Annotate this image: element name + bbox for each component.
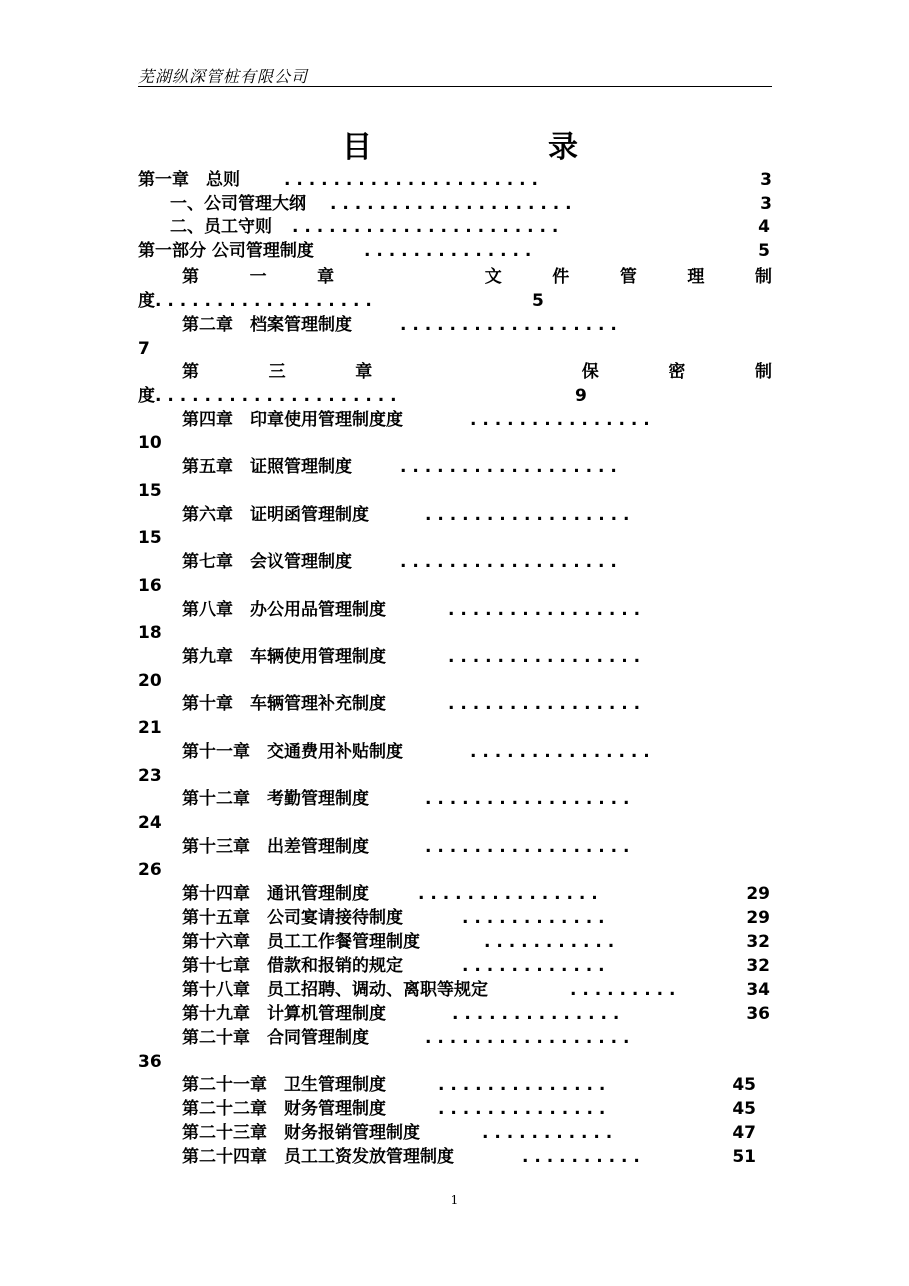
toc-entry-page: 7 <box>138 339 150 359</box>
toc-entry-page: 45 <box>732 1075 756 1095</box>
toc-title-char: 制 <box>754 362 772 382</box>
toc-entry-title[interactable]: 第七章 会议管理制度 <box>182 552 352 572</box>
toc-title-char: 录 <box>548 130 578 165</box>
toc-entry-dots: . . . . . . . . . . . . . . <box>452 1004 620 1024</box>
toc-entry-dots: . . . . . . . . . <box>570 980 676 1000</box>
toc-entry-page: 20 <box>138 671 162 691</box>
toc-entry-title[interactable]: 第十九章 计算机管理制度 <box>182 1004 386 1024</box>
toc-title-char: 理 <box>687 267 705 287</box>
toc-entry-page: 24 <box>138 813 162 833</box>
toc-title-char: 章 <box>317 267 335 287</box>
toc-entry-title[interactable]: 第十章 车辆管理补充制度 <box>182 694 386 714</box>
toc-entry-title[interactable]: 第十三章 出差管理制度 <box>182 837 369 857</box>
toc-entry-title[interactable]: 第十五章 公司宴请接待制度 <box>182 908 403 928</box>
toc-entry-dots: . . . . . . . . . . . . <box>462 908 605 928</box>
toc-entry-page: 51 <box>732 1147 756 1167</box>
toc-title-char: 第 <box>182 267 199 287</box>
toc-entry-page: 47 <box>732 1123 756 1143</box>
toc-title-char: 保 <box>581 362 599 382</box>
toc-entry-title-justified[interactable] <box>182 267 772 287</box>
toc-entry-dots: . . . . . . . . . . . . . . . . . <box>425 1028 630 1048</box>
toc-entry-title[interactable]: 第二章 档案管理制度 <box>182 315 352 335</box>
toc-entry-page: 15 <box>138 528 162 548</box>
toc-entry-dots: . . . . . . . . . . . . . . . . <box>448 600 641 620</box>
toc-entry-page: 21 <box>138 718 162 738</box>
toc-title-char: 管 <box>619 267 637 287</box>
toc-entry-title[interactable]: 第二十章 合同管理制度 <box>182 1028 369 1048</box>
toc-entry-title[interactable]: 第二十二章 财务管理制度 <box>182 1099 386 1119</box>
toc-entry-title[interactable]: 第十二章 考勤管理制度 <box>182 789 369 809</box>
toc-entry-dots: . . . . . . . . . . . <box>484 932 615 952</box>
toc-entry-dots: . . . . . . . . . . . . . . . . <box>448 647 641 667</box>
toc-entry-page: 3 <box>760 170 772 190</box>
toc-entry-page: 5 <box>758 241 770 261</box>
toc-entry-dots: . . . . . . . . . . . . . . . <box>470 410 650 430</box>
toc-entry-page: 29 <box>746 884 770 904</box>
toc-entry-title[interactable]: 第五章 证照管理制度 <box>182 457 352 477</box>
toc-entry-page: 15 <box>138 481 162 501</box>
toc-entry-title[interactable]: 第八章 办公用品管理制度 <box>182 600 386 620</box>
toc-title-char: 章 <box>355 362 373 382</box>
toc-entry-page: 4 <box>758 217 770 237</box>
header-company-name: 芜湖纵深管桩有限公司 <box>138 67 309 86</box>
toc-entry-dots: . . . . . . . . . . . . . . . . . . <box>400 552 617 572</box>
toc-title-char: 一 <box>249 267 267 287</box>
toc-entry-dots: . . . . . . . . . . . . . . . . . . . . <box>155 386 397 406</box>
toc-title-char: 目 <box>342 130 372 165</box>
toc-entry-page: 5 <box>532 291 544 311</box>
toc-entry-page: 29 <box>746 908 770 928</box>
toc-entry-dots: . . . . . . . . . . . . . . . . . <box>425 837 630 857</box>
toc-entry-title-continued: 度 <box>138 291 155 311</box>
toc-entry-page: 9 <box>575 386 587 406</box>
toc-entry-page: 36 <box>746 1004 770 1024</box>
toc-entry-dots: . . . . . . . . . . . . . . <box>438 1075 606 1095</box>
toc-entry-title[interactable]: 第四章 印章使用管理制度度 <box>182 410 403 430</box>
toc-entry-title[interactable]: 第二十四章 员工工资发放管理制度 <box>182 1147 454 1167</box>
toc-entry-title[interactable]: 第十八章 员工招聘、调动、离职等规定 <box>182 980 488 1000</box>
toc-entry-title[interactable]: 第九章 车辆使用管理制度 <box>182 647 386 667</box>
toc-entry-dots: . . . . . . . . . . . . . . . . . . . . . <box>284 170 538 190</box>
toc-entry-title[interactable]: 第一章 总则 <box>138 170 240 190</box>
toc-title-char: 件 <box>552 267 570 287</box>
toc-entry-dots: . . . . . . . . . . . . . . <box>364 241 532 261</box>
toc-entry-title[interactable]: 第二十三章 财务报销管理制度 <box>182 1123 420 1143</box>
toc-entry-dots: . . . . . . . . . . . . <box>462 956 605 976</box>
toc-entry-dots: . . . . . . . . . . . . . . . . . . . . <box>330 194 572 214</box>
toc-entry-title[interactable]: 第十六章 员工工作餐管理制度 <box>182 932 420 952</box>
toc-entry-dots: . . . . . . . . . . . . . . . . . <box>425 505 630 525</box>
toc-entry-dots: . . . . . . . . . . . . . . . . . <box>425 789 630 809</box>
toc-entry-title[interactable]: 第十七章 借款和报销的规定 <box>182 956 403 976</box>
toc-entry-dots: . . . . . . . . . . . . . . . . . . . . . . <box>292 217 559 237</box>
toc-entry-title[interactable]: 第六章 证明函管理制度 <box>182 505 369 525</box>
footer-page-number: 1 <box>450 1193 459 1207</box>
toc-title-char: 密 <box>668 362 686 382</box>
toc-entry-page: 18 <box>138 623 162 643</box>
toc-entry-title[interactable]: 一、公司管理大纲 <box>170 194 306 214</box>
toc-entry-dots: . . . . . . . . . . . . . . <box>438 1099 606 1119</box>
toc-entry-page: 45 <box>732 1099 756 1119</box>
toc-entry-title[interactable]: 第十四章 通讯管理制度 <box>182 884 369 904</box>
toc-entry-title-justified[interactable] <box>182 362 772 382</box>
toc-entry-title[interactable]: 第十一章 交通费用补贴制度 <box>182 742 403 762</box>
toc-entry-page: 3 <box>760 194 772 214</box>
toc-entry-dots: . . . . . . . . . . . . . . . . . . <box>400 315 617 335</box>
toc-entry-page: 32 <box>746 932 770 952</box>
toc-entry-page: 23 <box>138 766 162 786</box>
toc-entry-page: 32 <box>746 956 770 976</box>
toc-entry-page: 10 <box>138 433 162 453</box>
toc-title-char: 文 <box>484 267 502 287</box>
toc-entry-dots: . . . . . . . . . . . . . . . . . . <box>155 291 372 311</box>
toc-title-char: 第 <box>182 362 199 382</box>
toc-entry-dots: . . . . . . . . . . . . . . . . <box>448 694 641 714</box>
toc-entry-title[interactable]: 第一部分 公司管理制度 <box>138 241 314 261</box>
toc-title-char: 三 <box>268 362 286 382</box>
toc-entry-dots: . . . . . . . . . . . <box>482 1123 613 1143</box>
toc-entry-dots: . . . . . . . . . . . . . . . . . . <box>400 457 617 477</box>
toc-entry-page: 26 <box>138 860 162 880</box>
toc-entry-dots: . . . . . . . . . . . . . . . <box>418 884 598 904</box>
toc-entry-page: 34 <box>746 980 770 1000</box>
toc-entry-dots: . . . . . . . . . . <box>522 1147 640 1167</box>
toc-entry-page: 36 <box>138 1052 162 1072</box>
toc-entry-title-continued: 度 <box>138 386 155 406</box>
toc-entry-dots: . . . . . . . . . . . . . . . <box>470 742 650 762</box>
toc-title-char: 制 <box>754 267 772 287</box>
toc-entry-title[interactable]: 二、员工守则 <box>170 217 272 237</box>
toc-entry-page: 16 <box>138 576 162 596</box>
toc-entry-title[interactable]: 第二十一章 卫生管理制度 <box>182 1075 386 1095</box>
